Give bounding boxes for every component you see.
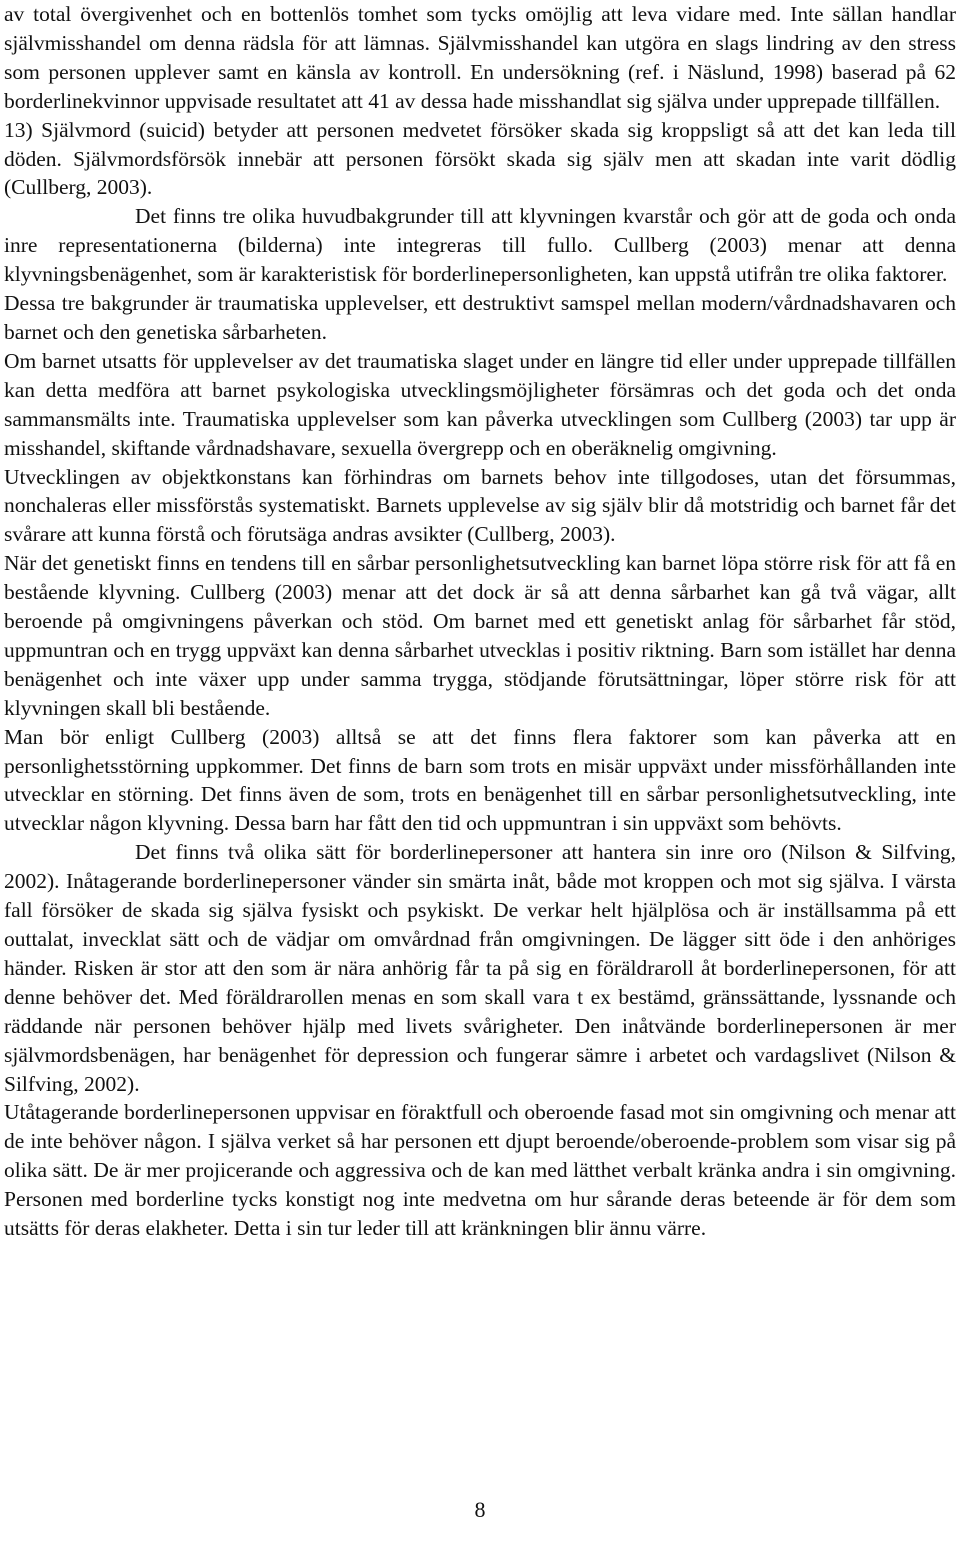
paragraph-inward-acting: Det finns två olika sätt för borderlinepersoner att hantera sin inre oro (Nilson & Silfving, 2002). Inåtagerande borderlinepersoner vänder sin smärta inåt, både mot kroppen och mot sig själva. I värsta fall försöker de skada sig själva fysiskt och psykiskt. De verkar helt hjälplösa och är inställsamma på ett outtalat, invecklat sätt och de vädjar om omvårdnad från omgivningen. De lägger sitt öde i den anhöriges händer. Risken är stor att den som är nära anhörig får ta på sig en föräldraroll åt borderlinepersonen, för att denne behöver det. Med föräldrarollen menas en som skall vara t ex bestämd, gränssättande, lyssnande och räddande när personen behöver hjälp med livets svårigheter. Den inåtvände borderlinepersonen är mer självmordsbenägen, har benägenhet för depression och fungerar sämre i arbetet och vardagslivet (Nilson & Silfving, 2002). <box>4 840 956 1096</box>
paragraph-multiple-factors: Man bör enligt Cullberg (2003) alltså se att det finns flera faktorer som kan påverka att en personlighetsstörning uppkommer. Det finns de barn som trots en misär uppväxt under missförhållanden inte utvecklar en störning. Det finns även de som, trots en benägenhet till en sårbar personlighetsutveckling, inte utvecklar någon klyvning. Dessa barn har fått den tid och uppmuntran i sin uppväxt som behövts. <box>4 724 956 836</box>
body-text <box>4 0 956 1243</box>
paragraph-self-harm-end: av total övergivenhet och en bottenlös tomhet som tycks omöjlig att leva vidare med. Inte sällan handlar självmisshandel om denna rädsla för att lämnas. Självmisshandel kan utgöra en slags lindring av den stress som personen upplever samt en känsla av kontroll. En undersökning (ref. i Näslund, 1998) baserad på 62 borderlinekvinnor uppvisade resultatet att 41 av dessa hade misshandlat sig själva under upprepade tillfällen. <box>4 2 956 113</box>
paragraph-three-backgrounds-list: Dessa tre bakgrunder är traumatiska upplevelser, ett destruktivt samspel mellan modern/vårdnadshavaren och barnet och den genetiska sårbarheten. <box>4 291 956 344</box>
page-number: 8 <box>474 1497 486 1522</box>
paragraph-traumatic-experiences: Om barnet utsatts för upplevelser av det traumatiska slaget under en längre tid eller under upprepade tillfällen kan detta medföra att barnet psykologiska utvecklingsmöjligheter försämras och det goda och det onda sammansmälts inte. Traumatiska upplevelser som kan påverka utvecklingen som Cullberg (2003) tar upp är misshandel, skiftande vårdnadshavare, sexuella övergrepp och en oberäknelig omgivning. <box>4 348 956 460</box>
paragraph-object-constancy: Utvecklingen av objektkonstans kan förhindras om barnets behov inte tillgodoses, utan det försummas, nonchaleras eller missförstås systematiskt. Barnets upplevelse av sig själv blir då motstridig och barnet får det svårare att kunna förstå och förutsäga andras avsikter (Cullberg, 2003). <box>4 464 956 547</box>
paragraph-suicide-definition: 13) Självmord (suicid) betyder att personen medvetet försöker skada sig kroppsligt så att det kan leda till döden. Självmordsförsök innebär att personen försökt skada sig själv men att skadan inte varit dödlig (Cullberg, 2003). <box>4 117 956 200</box>
paragraph-outward-acting: Utåtagerande borderlinepersonen uppvisar en föraktfull och oberoende fasad mot sin omgivning och menar att de inte behöver någon. I själva verket så har personen ett djupt beroende/oberoende-problem som visar sig på olika sätt. De är mer projicerande och aggressiva och de kan med lätthet verbalt kränka andra i sin omgivning. Personen med borderline tycks konstigt nog inte medvetna om hur sårande deras beteende är för dem som utsätts för deras elakheter. Detta i sin tur leder till att kränkningen blir ännu värre. <box>4 1100 956 1241</box>
paragraph-three-backgrounds-intro: Det finns tre olika huvudbakgrunder till att klyvningen kvarstår och gör att de goda och onda inre representationerna (bilderna) inte integreras till fullo. Cullberg (2003) menar att denna klyvningsbenägenhet, som är karakteristisk för borderlinepersonligheten, kan uppstå utifrån tre olika faktorer. <box>4 204 956 287</box>
paragraph-genetic-vulnerability: När det genetiskt finns en tendens till en sårbar personlighetsutveckling kan barnet löpa större risk för att få en bestående klyvning. Cullberg (2003) menar att det dock är så att denna sårbarhet kan gå två vägar, allt beroende på omgivningens påverkan och stöd. Om barnet med ett genetiskt anlag för sårbarhet får stöd, uppmuntran och en trygg uppväxt kan denna sårbarhet utvecklas i positiv riktning. Barn som istället har denna benägenhet och inte växer upp under samma trygga, stödjande förutsättningar, löper större risk för att klyvningen skall bli bestående. <box>4 551 956 720</box>
